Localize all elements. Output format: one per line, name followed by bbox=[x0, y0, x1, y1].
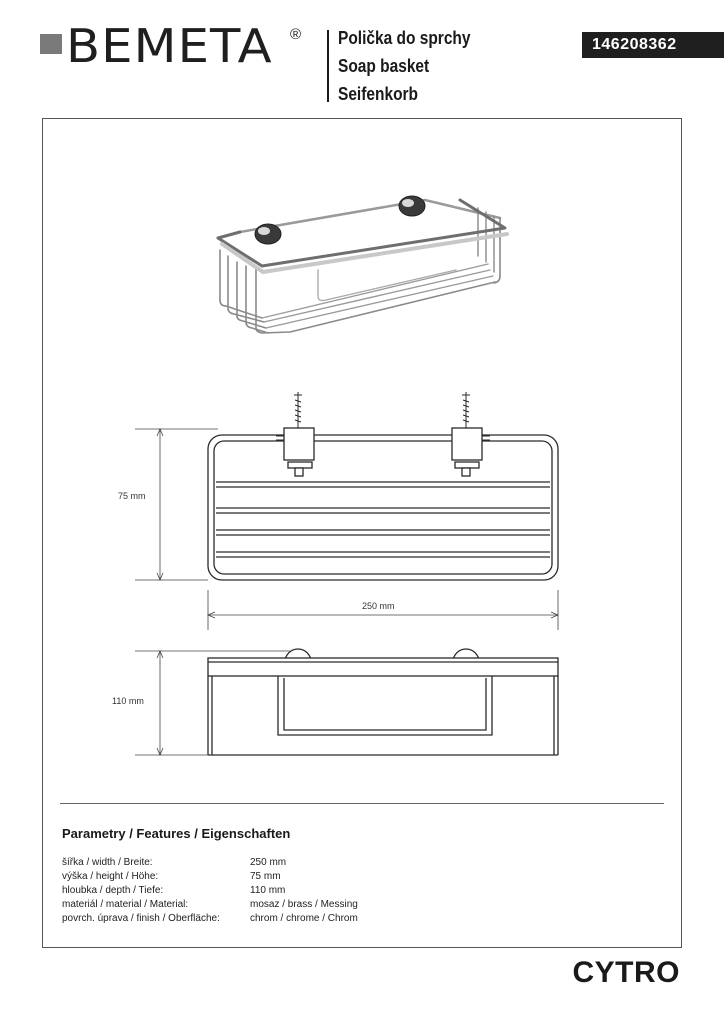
brand-name: BEMETA bbox=[66, 19, 273, 73]
title-english: Soap basket bbox=[338, 56, 430, 76]
front-view-drawing bbox=[208, 392, 558, 580]
depth-dimension-label: 110 mm bbox=[112, 696, 144, 706]
spec-row-finish bbox=[62, 912, 402, 926]
features-separator bbox=[60, 803, 664, 804]
spec-label: hloubka / depth / Tiefe: bbox=[62, 885, 164, 896]
height-dimension-label: 75 mm bbox=[118, 491, 146, 501]
spec-value: mosaz / brass / Messing bbox=[250, 899, 358, 910]
features-title: Parametry / Features / Eigenschaften bbox=[62, 826, 291, 841]
series-name: CYTRO bbox=[572, 956, 680, 989]
spec-label: výška / height / Höhe: bbox=[62, 871, 159, 882]
spec-value: 75 mm bbox=[250, 871, 281, 882]
spec-value: 250 mm bbox=[250, 857, 287, 868]
title-german: Seifenkorb bbox=[338, 84, 419, 104]
spec-row-depth bbox=[62, 884, 402, 898]
spec-value: chrom / chrome / Chrom bbox=[250, 913, 358, 924]
width-dimension-label: 250 mm bbox=[362, 601, 395, 611]
spec-row-height bbox=[62, 870, 402, 884]
spec-label: materiál / material / Material: bbox=[62, 899, 189, 910]
spec-value: 110 mm bbox=[250, 885, 286, 896]
spec-label: povrch. úprava / finish / Oberfläche: bbox=[62, 913, 220, 924]
registered-mark: ® bbox=[290, 26, 302, 43]
title-czech: Polička do sprchy bbox=[338, 28, 471, 48]
spec-row-material bbox=[62, 898, 402, 912]
spec-label: šířka / width / Breite: bbox=[62, 857, 153, 868]
product-perspective-illustration bbox=[218, 196, 507, 333]
top-view-drawing bbox=[208, 649, 558, 755]
features-table bbox=[62, 856, 402, 926]
spec-row-width bbox=[62, 856, 402, 870]
product-code-badge: 146208362 bbox=[582, 32, 724, 58]
height-dimension-line bbox=[135, 429, 218, 580]
